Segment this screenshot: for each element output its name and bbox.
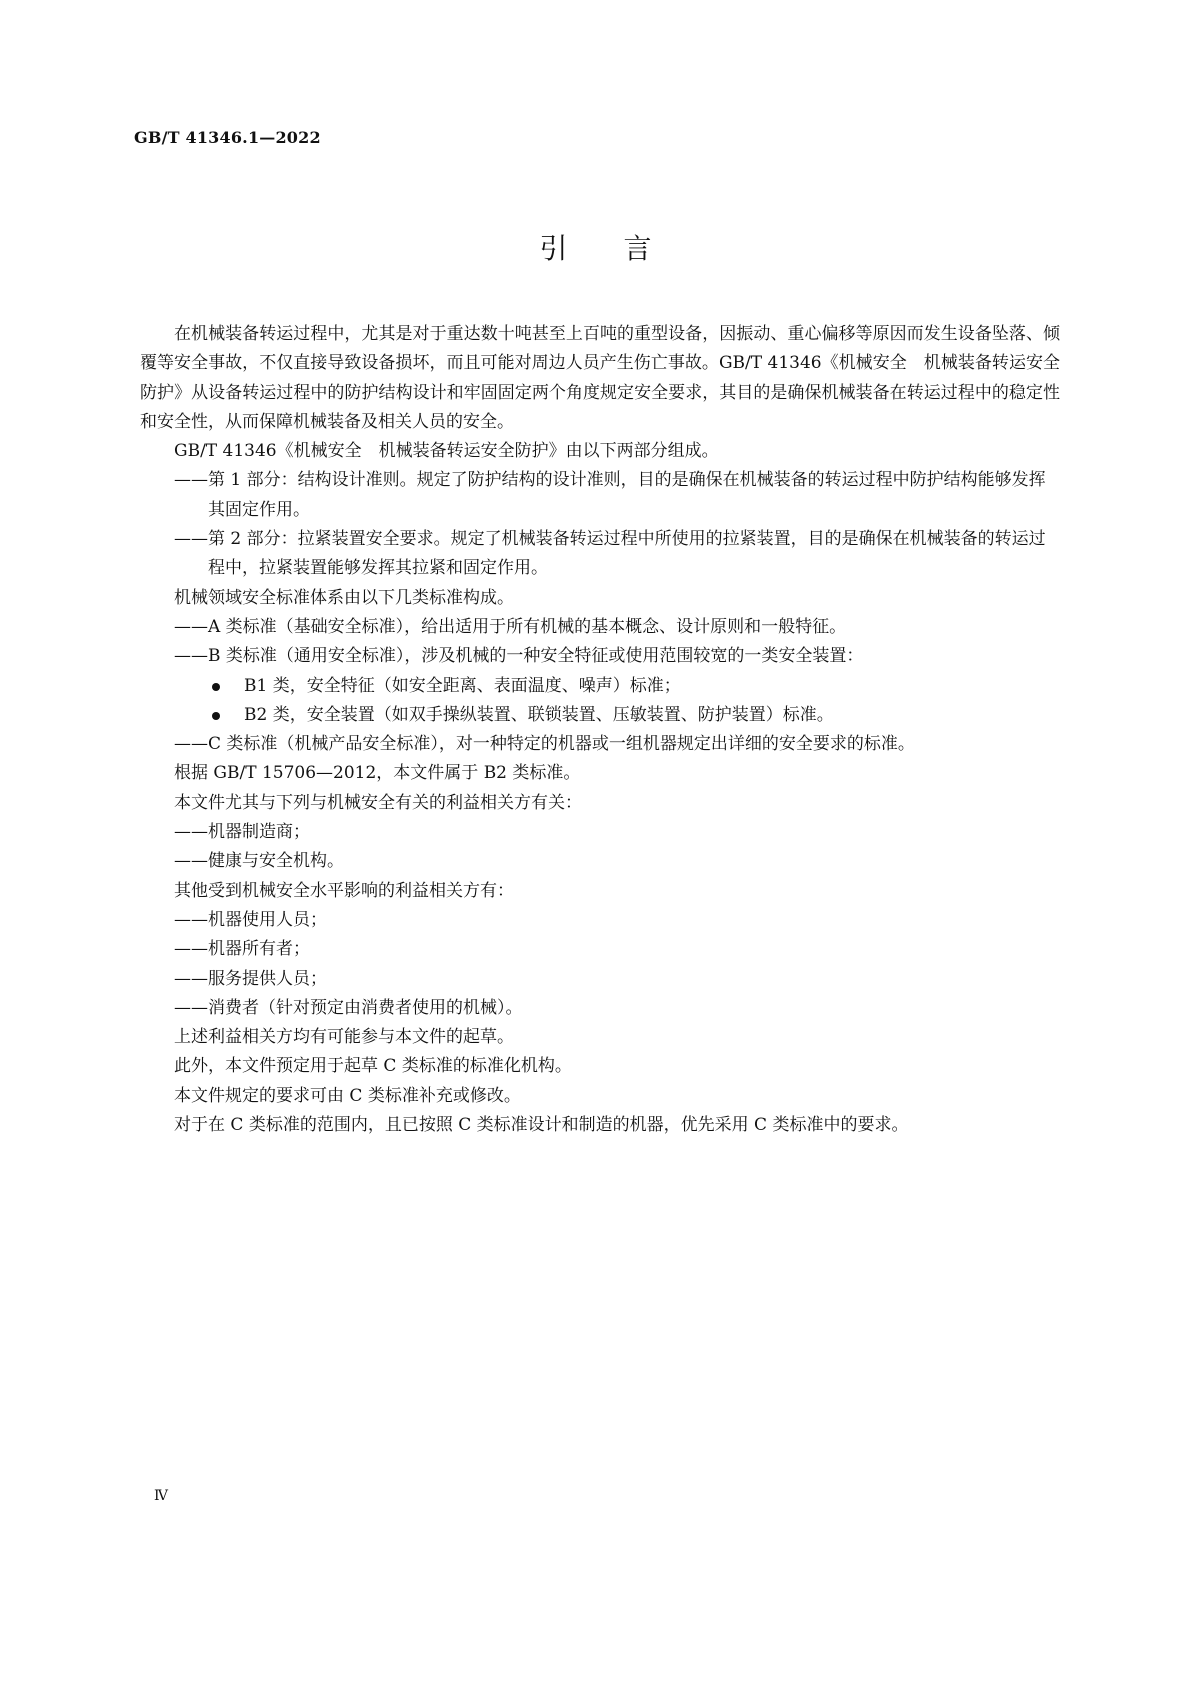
- paragraph-c-standards-modify: 本文件规定的要求可由 C 类标准补充或修改。: [174, 1085, 521, 1106]
- paragraph-drafting: 上述利益相关方均有可能参与本文件的起草。: [174, 1027, 514, 1048]
- paragraph-other-stakeholders: 其他受到机械安全水平影响的利益相关方有：: [174, 880, 514, 901]
- list-item-owners: ——机器所有者；: [174, 939, 310, 960]
- list-item-health-safety: ——健康与安全机构。: [174, 851, 344, 872]
- page-number: Ⅳ: [154, 1488, 168, 1504]
- paragraph-c-standards-priority: 对于在 C 类标准的范围内，且已按照 C 类标准设计和制造的机器，优先采用 C 类标准中的要求。: [174, 1115, 909, 1136]
- bullet-icon: [212, 712, 220, 720]
- list-item-part-1: ——第 1 部分：结构设计准则。规定了防护结构的设计准则，目的是确保在机械装备的转运过程中防护结构能够发挥其固定作用。: [174, 470, 1046, 520]
- paragraph-c-standards-use: 此外，本文件预定用于起草 C 类标准的标准化机构。: [174, 1056, 572, 1077]
- list-item-manufacturers: ——机器制造商；: [174, 822, 310, 843]
- paragraph-intro: 在机械装备转运过程中，尤其是对于重达数十吨甚至上百吨的重型设备，因振动、重心偏移等原因而发生设备坠落、倾覆等安全事故，不仅直接导致设备损坏，而且可能对周边人员产生伤亡事故。GB/T 41346《机械安全 机械装备转运安全防护》从设备转运过程中的防护结构设计和牢固固定两个角度规定安全要求，其目的是确保机械装备在转运过程中的稳定性和安全性，从而保障机械装备及相关人员的安全。: [140, 324, 1060, 432]
- paragraph-stakeholders: 本文件尤其与下列与机械安全有关的利益相关方有关：: [174, 792, 582, 813]
- paragraph-parts-intro: GB/T 41346《机械安全 机械装备转运安全防护》由以下两部分组成。: [174, 441, 719, 462]
- bullet-icon: [212, 683, 220, 691]
- list-item-service-providers: ——服务提供人员；: [174, 968, 327, 989]
- list-item-type-a: ——A 类标准（基础安全标准），给出适用于所有机械的基本概念、设计原则和一般特征。: [174, 616, 847, 637]
- list-item-part-2: ——第 2 部分：拉紧装置安全要求。规定了机械装备转运过程中所使用的拉紧装置，目的是确保在机械装备的转运过程中，拉紧装置能够发挥其拉紧和固定作用。: [174, 529, 1046, 579]
- bullet-item-b1: B1 类，安全特征（如安全距离、表面温度、噪声）标准；: [140, 672, 1060, 701]
- paragraph-classification: 根据 GB/T 15706—2012，本文件属于 B2 类标准。: [174, 763, 581, 784]
- list-item-users: ——机器使用人员；: [174, 909, 327, 930]
- document-code: GB/T 41346.1—2022: [134, 128, 321, 147]
- document-body: [140, 320, 1060, 1140]
- paragraph-standards-system: 机械领域安全标准体系由以下几类标准构成。: [174, 587, 514, 608]
- list-item-type-b: ——B 类标准（通用安全标准），涉及机械的一种安全特征或使用范围较宽的一类安全装置：: [174, 646, 864, 667]
- list-item-consumers: ——消费者（针对预定由消费者使用的机械）。: [174, 997, 523, 1018]
- bullet-item-b2: B2 类，安全装置（如双手操纵装置、联锁装置、压敏装置、防护装置）标准。: [140, 701, 1060, 730]
- page-title: 引言: [539, 232, 708, 265]
- list-item-type-c: ——C 类标准（机械产品安全标准），对一种特定的机器或一组机器规定出详细的安全要求的标准。: [174, 734, 915, 755]
